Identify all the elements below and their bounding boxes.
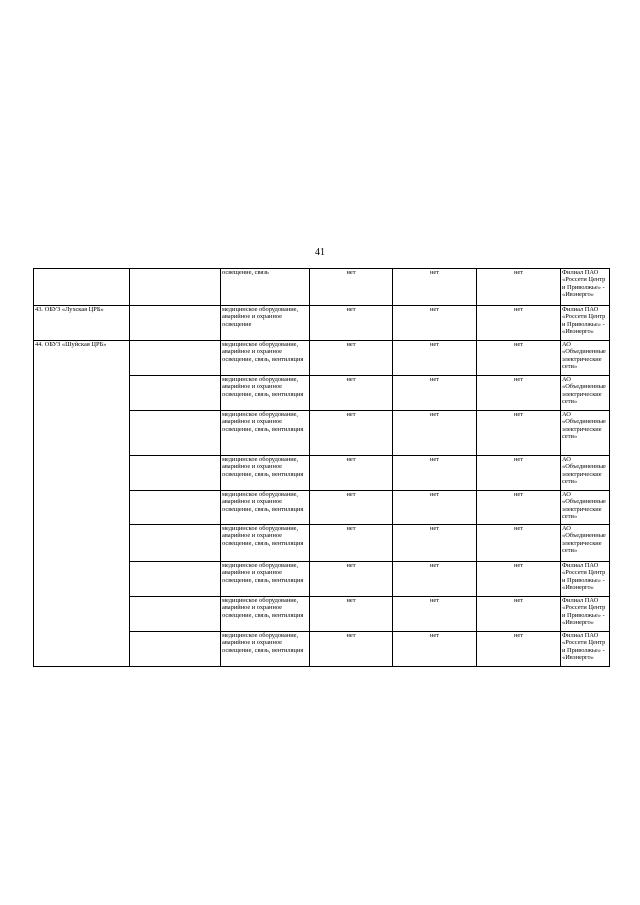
sub-cell — [130, 562, 221, 597]
sub-cell — [130, 269, 221, 306]
org-cell — [34, 269, 130, 306]
sub-cell — [130, 376, 221, 411]
sub-cell — [130, 525, 221, 562]
status-cell: нет — [310, 456, 393, 491]
status-cell: нет — [393, 341, 477, 376]
status-cell: нет — [393, 269, 477, 306]
status-cell: нет — [393, 456, 477, 491]
status-cell: нет — [477, 632, 561, 667]
status-cell: нет — [393, 491, 477, 525]
status-cell: нет — [393, 562, 477, 597]
supplier-cell: АО «Объединенные электрические сети» — [561, 411, 610, 456]
sub-cell — [130, 597, 221, 632]
status-cell: нет — [477, 491, 561, 525]
equipment-cell: медицинское оборудование, аварийное и охранное освещение, связь, вентиляция — [221, 341, 310, 376]
status-cell: нет — [310, 376, 393, 411]
status-cell: нет — [477, 456, 561, 491]
supplier-cell: Филиал ПАО «Россети Центр и Приволжье» - «Ивэнерго» — [561, 269, 610, 306]
sub-cell — [130, 411, 221, 456]
equipment-cell: медицинское оборудование, аварийное и охранное освещение, связь, вентиляция — [221, 562, 310, 597]
table-row — [34, 306, 610, 341]
status-cell: нет — [477, 525, 561, 562]
equipment-cell: медицинское оборудование, аварийное и охранное освещение, связь, вентиляция — [221, 456, 310, 491]
supplier-cell: АО «Объединенные электрические сети» — [561, 376, 610, 411]
status-cell: нет — [310, 632, 393, 667]
status-cell: нет — [393, 632, 477, 667]
supplier-cell: Филиал ПАО «Россети Центр и Приволжье» - «Ивэнерго» — [561, 597, 610, 632]
status-cell: нет — [310, 562, 393, 597]
sub-cell — [130, 632, 221, 667]
equipment-cell: медицинское оборудование, аварийное и охранное освещение, связь, вентиляция — [221, 376, 310, 411]
status-cell: нет — [393, 525, 477, 562]
table-row — [34, 341, 610, 376]
status-cell: нет — [393, 306, 477, 341]
status-cell: нет — [310, 491, 393, 525]
sub-cell — [130, 456, 221, 491]
sub-cell — [130, 491, 221, 525]
equipment-cell: медицинское оборудование, аварийное и охранное освещение, связь, вентиляция — [221, 525, 310, 562]
equipment-cell: медицинское оборудование, аварийное и охранное освещение, связь, вентиляция — [221, 411, 310, 456]
status-cell: нет — [477, 597, 561, 632]
status-cell: нет — [477, 341, 561, 376]
equipment-cell: медицинское оборудование, аварийное и охранное освещение, связь, вентиляция — [221, 597, 310, 632]
equipment-cell: освещение, связь — [221, 269, 310, 306]
status-cell: нет — [477, 376, 561, 411]
status-cell: нет — [310, 306, 393, 341]
status-cell: нет — [393, 376, 477, 411]
status-cell: нет — [477, 306, 561, 341]
status-cell: нет — [477, 562, 561, 597]
equipment-cell: медицинское оборудование, аварийное и охранное освещение, связь, вентиляция — [221, 632, 310, 667]
power-supply-table — [33, 268, 610, 667]
supplier-cell: АО «Объединенные электрические сети» — [561, 491, 610, 525]
status-cell: нет — [477, 411, 561, 456]
status-cell: нет — [393, 411, 477, 456]
table-row — [34, 269, 610, 306]
supplier-cell: Филиал ПАО «Россети Центр и Приволжье» - «Ивэнерго» — [561, 562, 610, 597]
status-cell: нет — [477, 269, 561, 306]
page-number: 41 — [315, 247, 325, 258]
status-cell: нет — [310, 597, 393, 632]
sub-cell — [130, 341, 221, 376]
supplier-cell: Филиал ПАО «Россети Центр и Приволжье» - «Ивэнерго» — [561, 632, 610, 667]
supplier-cell: АО «Объединенные электрические сети» — [561, 341, 610, 376]
org-cell: 44. ОБУЗ «Шуйская ЦРБ» — [34, 341, 130, 667]
sub-cell — [130, 306, 221, 341]
status-cell: нет — [310, 269, 393, 306]
status-cell: нет — [393, 597, 477, 632]
status-cell: нет — [310, 341, 393, 376]
status-cell: нет — [310, 525, 393, 562]
supplier-cell: АО «Объединенные электрические сети» — [561, 525, 610, 562]
equipment-cell: медицинское оборудование, аварийное и охранное освещение — [221, 306, 310, 341]
supplier-cell: Филиал ПАО «Россети Центр и Приволжье» - «Ивэнерго» — [561, 306, 610, 341]
supplier-cell: АО «Объединенные электрические сети» — [561, 456, 610, 491]
equipment-cell: медицинское оборудование, аварийное и охранное освещение, связь, вентиляция — [221, 491, 310, 525]
org-cell: 43. ОБУЗ «Лухская ЦРБ» — [34, 306, 130, 341]
status-cell: нет — [310, 411, 393, 456]
